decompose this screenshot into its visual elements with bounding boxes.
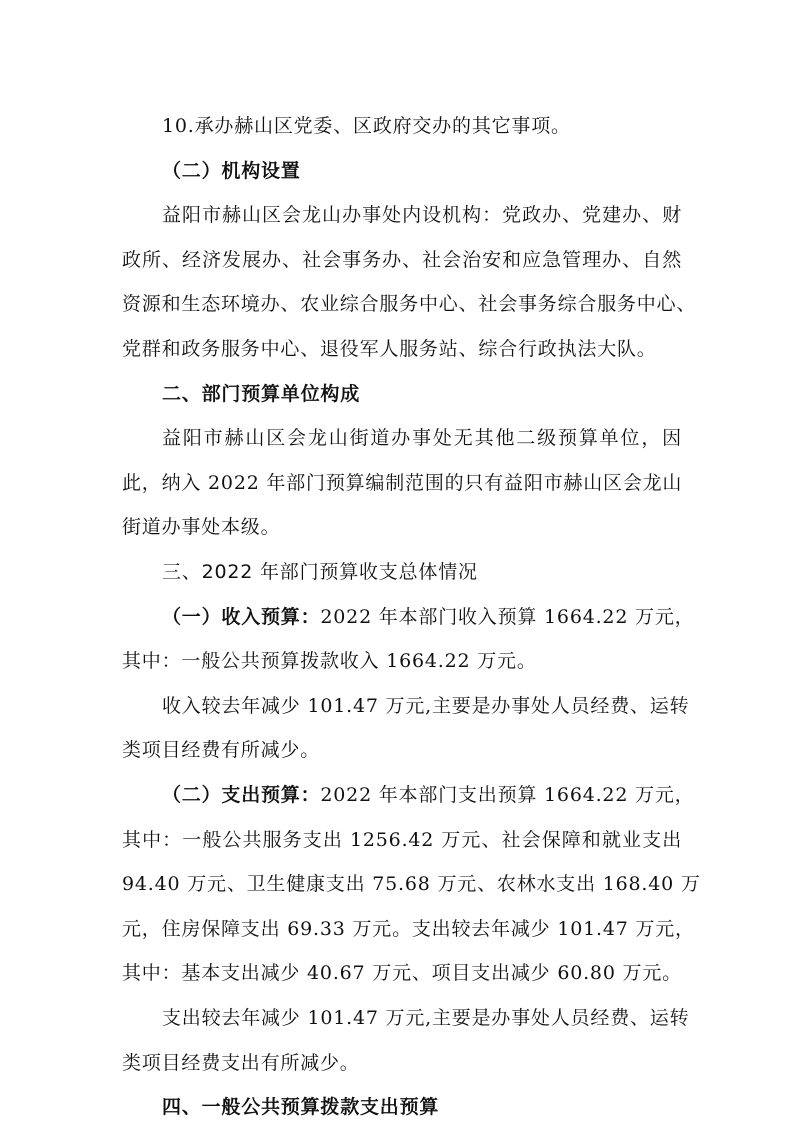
- paragraph-line: 资源和生态环境办、农业综合服务中心、社会事务综合服务中心、: [122, 293, 697, 315]
- heading-general-budget-expenditure: 四、一般公共预算拨款支出预算: [162, 1096, 440, 1118]
- paragraph-line: 收入较去年减少 101.47 万元,主要是办事处人员经费、运转: [162, 695, 690, 717]
- paragraph-line: 此，纳入 2022 年部门预算编制范围的只有益阳市赫山区会龙山: [122, 472, 683, 494]
- expense-budget-line: [162, 781, 695, 809]
- paragraph-line: 政所、经济发展办、社会事务办、社会治安和应急管理办、自然: [122, 249, 682, 271]
- paragraph-line: 党群和政务服务中心、退役军人服务站、综合行政执法大队。: [122, 338, 657, 360]
- paragraph-line: 类项目经费有所减少。: [122, 739, 321, 761]
- paragraph-line: 类项目经费支出有所减少。: [122, 1052, 360, 1074]
- paragraph-line: 街道办事处本级。: [122, 516, 281, 538]
- item-10-text: 10.承办赫山区党委、区政府交办的其它事项。: [162, 115, 571, 137]
- income-budget-text: 2022 年本部门收入预算 1664.22 万元，: [320, 606, 695, 628]
- income-budget-line: [162, 603, 695, 631]
- expense-budget-label: （二）支出预算：: [162, 784, 321, 806]
- paragraph-line: 其中：一般公共服务支出 1256.42 万元、社会保障和就业支出: [122, 829, 682, 851]
- paragraph-line: 益阳市赫山区会龙山街道办事处无其他二级预算单位，因: [162, 427, 682, 449]
- paragraph-line: 94.40 万元、卫生健康支出 75.68 万元、农林水支出 168.40 万: [122, 873, 701, 895]
- paragraph-line: 益阳市赫山区会龙山办事处内设机构：党政办、党建办、财: [162, 204, 682, 226]
- paragraph-line: 其中：一般公共预算拨款收入 1664.22 万元。: [122, 650, 537, 672]
- section-title-organization: （二）机构设置: [162, 160, 301, 182]
- paragraph-line: 支出较去年减少 101.47 万元,主要是办事处人员经费、运转: [162, 1007, 690, 1029]
- expense-budget-text: 2022 年本部门支出预算 1664.22 万元，: [320, 784, 695, 806]
- income-budget-label: （一）收入预算：: [162, 606, 321, 628]
- heading-budget-units: 二、部门预算单位构成: [162, 383, 361, 405]
- heading-budget-overview: 三、2022 年部门预算收支总体情况: [162, 561, 478, 583]
- paragraph-line: 其中：基本支出减少 40.67 万元、项目支出减少 60.80 万元。: [122, 962, 682, 984]
- paragraph-line: 元，住房保障支出 69.33 万元。支出较去年减少 101.47 万元，: [122, 918, 695, 940]
